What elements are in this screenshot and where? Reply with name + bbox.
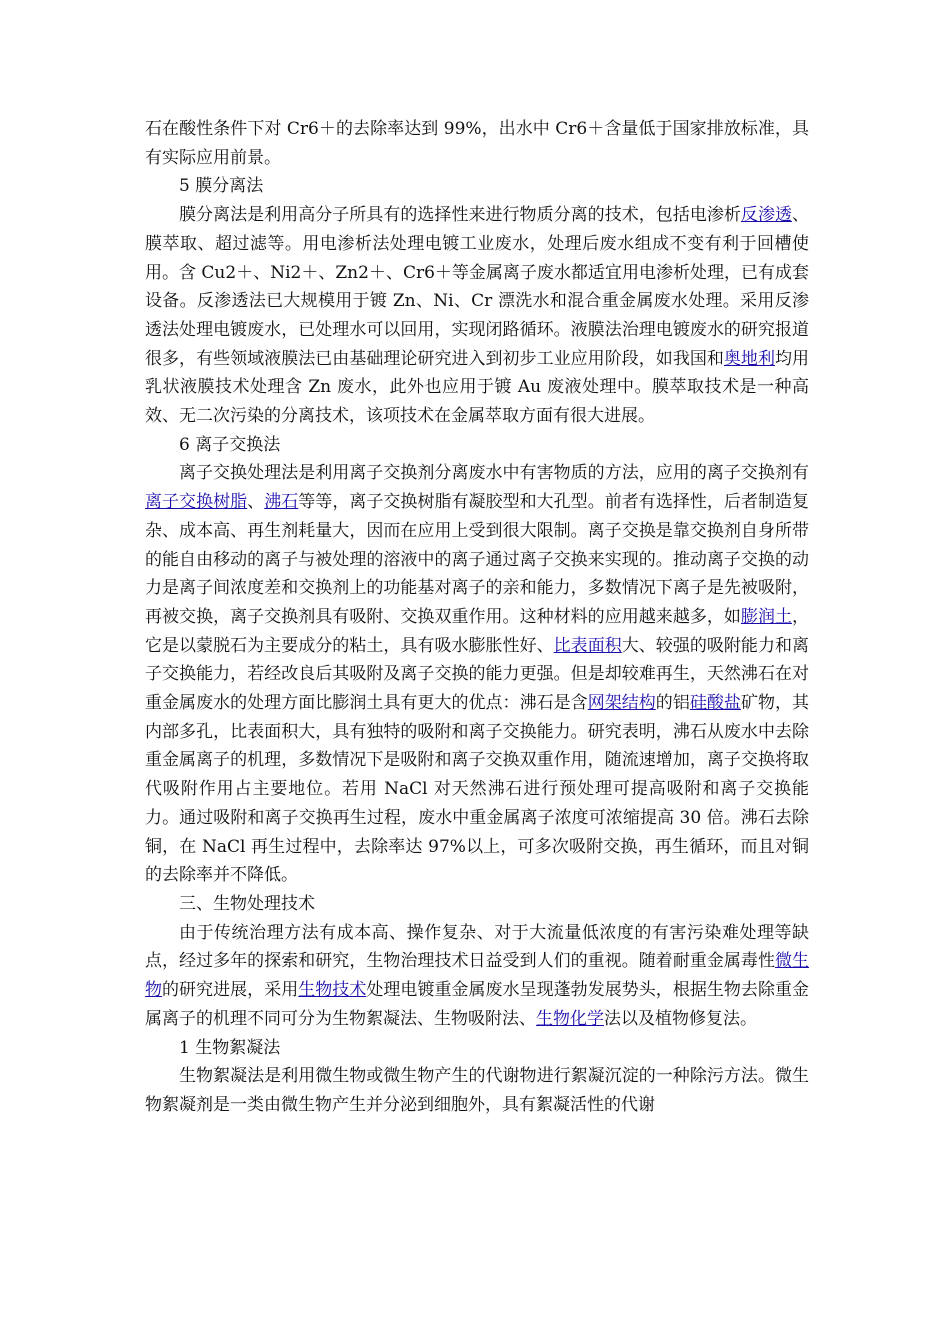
text-run: 的铝 <box>655 693 690 714</box>
document-page <box>145 115 809 1120</box>
link-silicate[interactable]: 硅酸盐 <box>689 693 741 714</box>
section-heading-biological <box>145 890 809 919</box>
text-run: 石在酸性条件下对 Cr6＋的去除率达到 99%，出水中 Cr6＋含量低于国家排放标准，具有实际应用前景。 <box>145 119 809 168</box>
heading-text: 三、生物处理技术 <box>179 893 315 914</box>
link-biochemistry[interactable]: 生物化学 <box>536 1008 604 1029</box>
text-run: 矿物，其内部多孔，比表面积大，具有独特的吸附和离子交换能力。研究表明，沸石从废水中去除重金属离子的机理，多数情况下是吸附和离子交换双重作用，随流速增加，离子交换将取代吸附作用占主要地位。若用 NaCl 对天然沸石进行预处理可提高吸附和离子交换能力。通过吸附和离子交换再生过程，废水中重金属离子浓度可浓缩提高 30 倍。沸石去除铜，在 NaCl 再生过程中，去除率达 97%以上，可多次吸附交换，再生循环，而且对铜的去除率并不降低。 <box>145 693 810 886</box>
text-run: 等等，离子交换树脂有凝胶型和大孔型。前者有选择性，后者制造复杂、成本高、再生剂耗量大，因而在应用上受到很大限制。离子交换是靠交换剂自身所带的能自由移动的离子与被处理的溶液中的离子通过离子交换来实现的。推动离子交换的动力是离子间浓度差和交换剂上的功能基对离子的亲和能力，多数情况下离子是先被吸附，再被交换，离子交换剂具有吸附、交换双重作用。这种材料的应用越来越多，如 <box>145 492 810 627</box>
link-reverse-osmosis[interactable]: 反渗透 <box>740 205 793 226</box>
text-run: 离子交换处理法是利用离子交换剂分离废水中有害物质的方法，应用的离子交换剂有 <box>179 463 809 484</box>
paragraph-ion-exchange <box>145 459 809 890</box>
text-run: 膜分离法是利用高分子所具有的选择性来进行物质分离的技术，包括电渗析 <box>179 205 741 226</box>
text-run: 由于传统治理方法有成本高、操作复杂、对于大流量低浓度的有害污染难处理等缺点，经过多年的探索和研究，生物治理技术日益受到人们的重视。随着耐重金属毒性 <box>145 922 809 972</box>
text-run: 大、较强的吸附能力和离子交换能力，若经改良后其吸附及离子交换的能力更强。但是却较难再生，天然沸石在对重金属废水的处理方面比膨润土具有更大的优点：沸石是含 <box>145 635 810 714</box>
text-run: 处理电镀重金属废水呈现蓬勃发展势头，根据生物去除重金属离子的机理不同可分为生物絮凝法、生物吸附法、 <box>145 980 810 1029</box>
text-run: 生物絮凝法是利用微生物或微生物产生的代谢物进行絮凝沉淀的一种除污方法。微生物絮凝剂是一类由微生物产生并分泌到细胞外，具有絮凝活性的代谢 <box>145 1066 809 1115</box>
link-specific-surface-area[interactable]: 比表面积 <box>553 635 622 656</box>
heading-text: 6 离子交换法 <box>179 434 281 455</box>
text-run: 均用乳状液膜技术处理含 Zn 废水，此外也应用于镀 Au 废液处理中。膜萃取技术是一种高效、无二次污染的分离技术，该项技术在金属萃取方面有很大进展。 <box>145 348 810 427</box>
text-run: 的研究进展，采用 <box>162 980 299 1001</box>
link-bentonite[interactable]: 膨润土 <box>740 606 793 627</box>
text-run: ，它是以蒙脱石为主要成分的粘土，具有吸水膨胀性好、 <box>145 606 810 656</box>
section-heading-membrane <box>145 172 809 201</box>
link-framework-structure[interactable]: 网架结构 <box>587 693 656 714</box>
heading-text: 1 生物絮凝法 <box>179 1037 281 1058</box>
paragraph-continuation <box>145 115 809 172</box>
link-microorganism[interactable]: 微生物 <box>145 951 810 1001</box>
text-run: 、 <box>247 492 265 513</box>
paragraph-membrane <box>145 201 809 431</box>
link-biotechnology[interactable]: 生物技术 <box>298 980 367 1001</box>
text-run: 、膜萃取、超过滤等。用电渗析法处理电镀工业废水，处理后废水组成不变有利于回槽使用。含 Cu2＋、Ni2＋、Zn2＋、Cr6＋等金属离子废水都适宜用电渗析处理，已有成套设备。反渗透法已大规模用于镀 Zn、Ni、Cr 漂洗水和混合重金属废水处理。采用反渗透法处理电镀废水，已处理水可以回用，实现闭路循环。液膜法治理电镀废水的研究报道很多，有些领域液膜法已由基础理论研究进入到初步工业应用阶段，如我国和 <box>145 205 810 369</box>
paragraph-bioflocculation <box>145 1062 809 1119</box>
text-run: 法以及植物修复法。 <box>604 1008 757 1029</box>
section-heading-bioflocculation <box>145 1034 809 1063</box>
paragraph-biological <box>145 919 809 1034</box>
link-ion-exchange-resin[interactable]: 离子交换树脂 <box>145 492 248 513</box>
link-austria[interactable]: 奥地利 <box>723 348 775 369</box>
section-heading-ion-exchange <box>145 431 809 460</box>
heading-text: 5 膜分离法 <box>179 176 264 197</box>
link-zeolite[interactable]: 沸石 <box>264 492 299 513</box>
